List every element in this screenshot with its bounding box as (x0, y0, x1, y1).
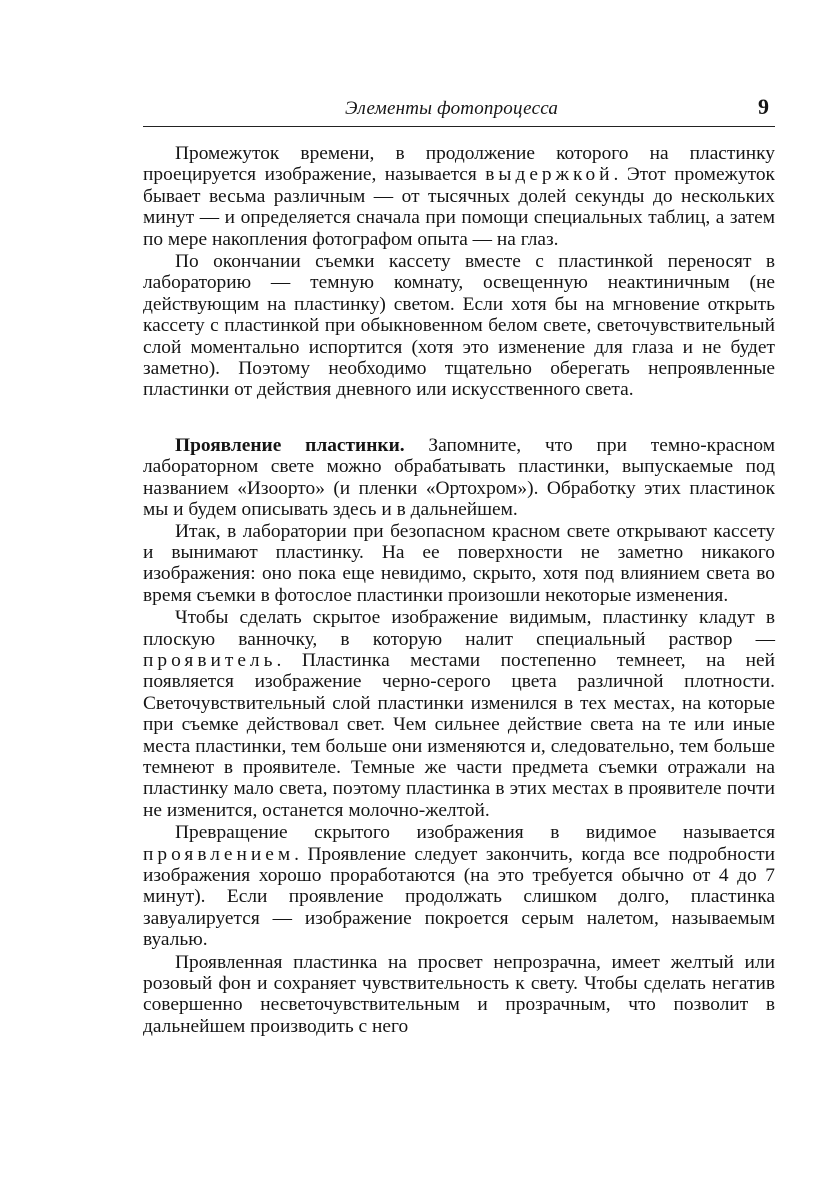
running-title: Элементы фотопроцесса (345, 98, 559, 119)
paragraph-laboratory: По окончании съемки кассету вместе с пластинкой переносят в лабораторию — темную комнату, освещенную неактиничным (не действующим на пластинку) светом. Если хотя бы на мгновение открыть кассету с пластинкой при обыкновенном белом свете, светочувствительный слой моментально испортится (хотя это изменение для глаза и не будет заметно). Поэтому необходимо тщательно оберегать непроявленные пластинки от действия дневного или искусственного света. (143, 251, 775, 401)
paragraph-developer: Чтобы сделать скрытое изображение видимым, пластинку кладут в плоскую ванночку, в которую налит специальный раствор — проявитель. Пластинка местами постепенно темнеет, на ней появляется изображение черно-серого цвета различной плотности. Светочувствительный слой пластинки изменился в тех местах, на которые при съемке действовал свет. Чем сильнее действие света на те или иные места пластинки, тем больше они изменяются и, следовательно, тем больше темнеют в проявителе. Темные же части предмета съемки отражали на пластинку мало света, поэтому пластинка в этих местах в проявителе почти не изменится, останется молочно-желтой. (143, 607, 775, 821)
page-header (143, 92, 775, 127)
section-heading-development: Проявление пластинки. (175, 434, 405, 456)
term-development: проявлением (143, 843, 295, 865)
paragraph-latent-image: Итак, в лаборатории при безопасном красном свете открывают кассету и вынимают пластинку. На ее поверхности не заметно никакого изображения: оно пока еще невидимо, скрыто, хотя под влиянием света во время съемки в фотослое пластинки произошли некоторые изменения. (143, 520, 775, 606)
page-number: 9 (758, 94, 769, 119)
body-text (143, 143, 775, 1037)
paragraph-exposure: Промежуток времени, в продолжение которого на пластинку проецируется изображение, называется выдержкой. Этот промежуток бывает весьма различным — от тысячных долей секунды до нескольких минут — и определяется сначала при помощи специальных таблиц, а затем по мере накопления фотографом опыта — на глаз. (143, 143, 775, 250)
term-developer: проявитель (143, 649, 277, 671)
term-exposure: выдержкой (485, 164, 614, 186)
paragraph-negative: Проявленная пластинка на просвет непрозрачна, имеет желтый или розовый фон и сохраняет чувствительность к свету. Чтобы сделать негатив совершенно несветочувствительным и прозрачным, что позволит в дальнейшем производить с него (143, 951, 775, 1037)
paragraph-development-heading: Проявление пластинки. Запомните, что при темно-красном лабораторном свете можно обрабатывать пластинки, выпускаемые под названием «Изоорто» (и пленки «Ортохром»). Обработку этих пластинок мы и будем описывать здесь и в дальнейшем. (143, 434, 775, 521)
paragraph-development-process: Превращение скрытого изображения в видимое называется проявлением. Проявление следует закончить, когда все подробности изображения хорошо проработаются (на это требуется обычно от 4 до 7 минут). Если проявление продолжать слишком долго, пластинка завуалируется — изображение покроется серым налетом, называемым вуалью. (143, 822, 775, 951)
